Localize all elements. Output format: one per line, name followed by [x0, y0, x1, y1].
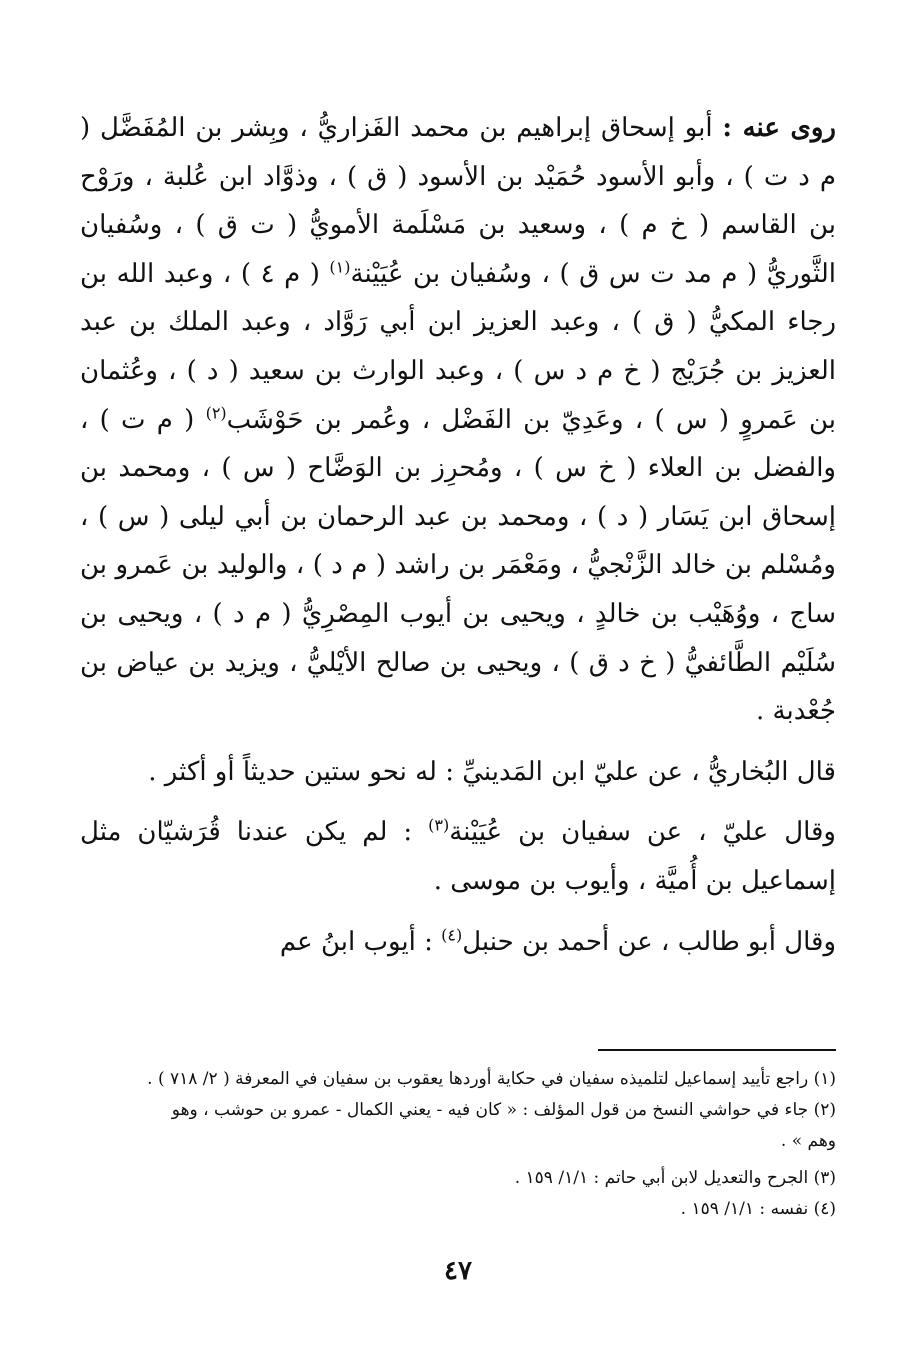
- footnote-marker: (٣): [428, 815, 450, 835]
- text-run: وقال أبو طالب ، عن أحمد بن حنبل: [462, 926, 836, 957]
- footnote-marker: (١): [329, 257, 351, 277]
- footnote-2: (٢) جاء في حواشي النسخ من قول المؤلف : « كان فيه - يعني الكمال - عمرو بن حوشب ، وهو: [171, 1100, 836, 1120]
- text-run: أبو إسحاق إبراهيم بن محمد الفَزاريُّ ، وبِشر بن المُفَضَّل ( م د ت ) ، وأبو الأسود حُمَيْد بن الأسود ( ق ) ، وذوَّاد ابن عُلبة ، ورَوْح بن القاسم ( خ م ) ، وسعيد بن مَسْلَمة الأمويُّ ( ت ق ) ، وسُفيان الثَّوريُّ ( م مد ت س ق ) ، وسُفيان بن عُيَيْنة: [80, 113, 836, 289]
- footnotes: [80, 1064, 836, 1225]
- footnote-1: (١) راجع تأييد إسماعيل لتلميذه سفيان في حكاية أوردها يعقوب بن سفيان في المعرفة ( ٢/ ٧١٨ ) .: [147, 1069, 836, 1089]
- footnote-3: (٣) الجرح والتعديل لابن أبي حاتم : ١/١/ ١٥٩ .: [514, 1168, 836, 1188]
- text-run: ( م ت ) ، والفضل بن العلاء ( خ س ) ، ومُحرِز بن الوَضَّاح ( س ) ، ومحمد بن إسحاق ابن يَسَار ( د ) ، ومحمد بن عبد الرحمان بن أبي ليلى ( س ) ، ومُسْلم بن خالد الزَّنْجيُّ ، ومَعْمَر بن راشد ( م د ) ، والوليد بن عَمرو بن ساج ، ووُهَيْب بن خالدٍ ، ويحيى بن أيوب المِصْرِيُّ ( م د ) ، ويحيى بن سُلَيْم الطَّائفيُّ ( خ د ق ) ، ويحيى بن صالح الأيْليُّ ، ويزيد بن عياض بن جُعْدبة .: [80, 404, 836, 727]
- footnote-marker: (٢): [205, 402, 227, 422]
- footnote-marker: (٤): [441, 924, 463, 944]
- paragraph-ali: [80, 808, 836, 905]
- page-number: ٤٧: [444, 1256, 472, 1286]
- text-run: وقال عليّ ، عن سفيان بن عُيَيْنة: [449, 817, 836, 848]
- text-run: ( م ٤ ) ، وعبد الله بن رجاء المكيُّ ( ق ) ، وعبد العزيز ابن أبي رَوَّاد ، وعبد الملك بن عبد العزيز بن جُرَيْج ( خ م د س ) ، وعبد الوارث بن سعيد ( د ) ، وعُثمان بن عَمروٍ ( س ) ، وعَدِيّ بن الفَضْل ، وعُمر بن حَوْشَب: [80, 258, 836, 435]
- text-run: : أيوب ابنُ عم: [279, 926, 442, 957]
- text-run: : لم يكن عندنا قُرَشيّان مثل إسماعيل بن أُميَّة ، وأيوب بن موسى .: [80, 817, 836, 896]
- footnote-separator: [598, 1049, 836, 1051]
- main-text: [80, 104, 836, 966]
- paragraph-narrators: [80, 104, 836, 736]
- section-lead: روى عنه :: [722, 113, 836, 143]
- footnote-4: (٤) نفسه : ١/١/ ١٥٩ .: [680, 1199, 836, 1219]
- paragraph-abu-talib: [80, 918, 836, 967]
- footnote-2-continuation: وهم » .: [780, 1131, 836, 1151]
- paragraph-bukhari: قال البُخاريُّ ، عن عليّ ابن المَدينيِّ : له نحو ستين حديثاً أو أكثر .: [148, 756, 836, 787]
